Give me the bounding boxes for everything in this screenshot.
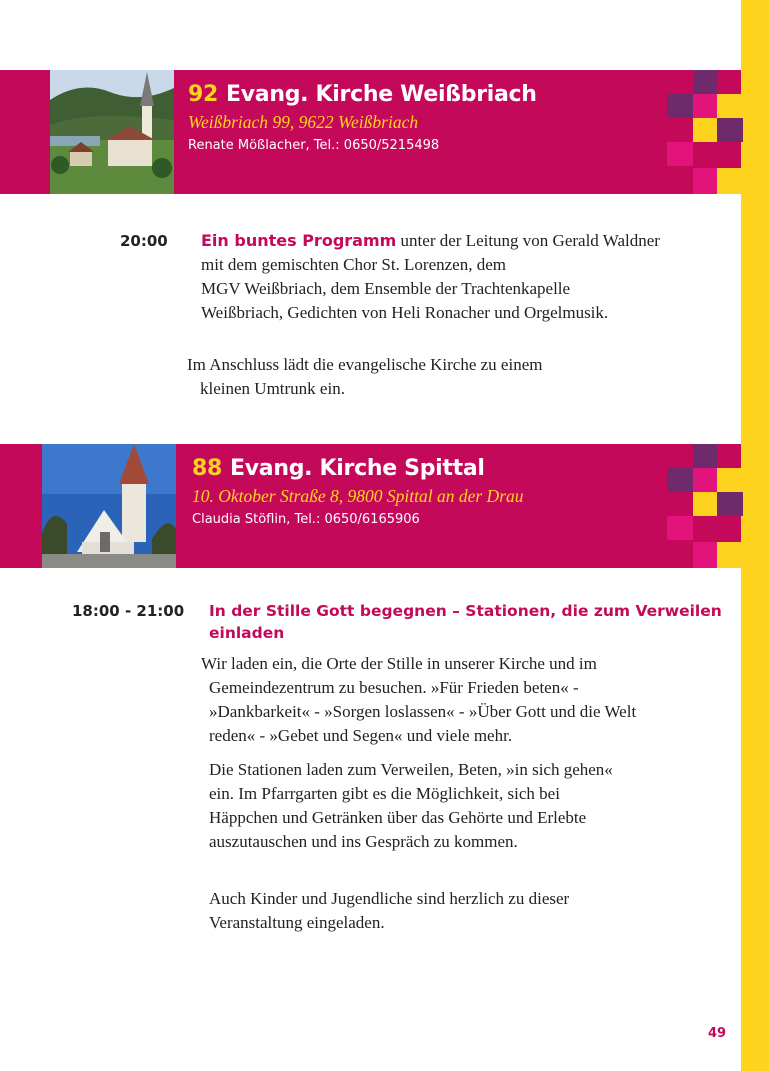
event-title bbox=[188, 82, 537, 107]
program-highlight: Ein buntes Programm bbox=[201, 231, 397, 250]
event-paragraph-3: Auch Kinder und Jugendliche sind herzlich zu dieser Veranstaltung eingeladen. bbox=[209, 889, 570, 932]
event-paragraph-2: Die Stationen laden zum Verweilen, Beten, »in sich gehen« ein. Im Pfarrgarten gibt es die Möglichkeit, sich bei Häppchen und Getränken über das Gehörte und Erlebte auszutauschen und ins Gespräch zu kommen. bbox=[209, 760, 613, 851]
event-note: Im Anschluss lädt die evangelische Kirche zu einem kleinen Umtrunk ein. bbox=[187, 355, 543, 398]
decorative-squares-pattern bbox=[667, 70, 743, 194]
decorative-squares-pattern bbox=[667, 444, 743, 568]
event-description: Ein buntes Programm unter der Leitung von Gerald Waldner mit dem gemischten Chor St. Lorenzen, dem MGV Weißbriach, dem Ensemble der Trachtenkapelle Weißbriach, Gedichten von Heli Ronacher und Orgelmusik. bbox=[201, 231, 660, 322]
event-time: 20:00 bbox=[120, 232, 168, 250]
event-number: 92 bbox=[188, 82, 219, 107]
event-banner-spittal bbox=[0, 444, 741, 568]
event-paragraph-1: Wir laden ein, die Orte der Stille in unserer Kirche und im Gemeindezentrum zu besuchen. »Für Frieden beten« - »Dankbarkeit« - »Sorgen loslassen« - »Über Gott und die Welt reden« - »Gebet und Segen« und viele mehr. bbox=[201, 654, 637, 745]
page-number: 49 bbox=[708, 1026, 727, 1041]
event-heading: In der Stille Gott begegnen – Stationen, die zum Verweilen einladen bbox=[209, 602, 722, 642]
event-contact: Renate Mößlacher, Tel.: 0650/5215498 bbox=[188, 138, 440, 153]
event-name: Evang. Kirche Weißbriach bbox=[226, 82, 537, 107]
event-number: 88 bbox=[192, 456, 223, 481]
event-address: Weißbriach 99, 9622 Weißbriach bbox=[188, 112, 419, 132]
event-time: 18:00 - 21:00 bbox=[72, 602, 185, 620]
church-photo-spittal bbox=[42, 444, 176, 568]
event-contact: Claudia Stöflin, Tel.: 0650/6165906 bbox=[192, 512, 420, 527]
event-title bbox=[192, 456, 485, 481]
event-banner-weissbriach bbox=[0, 70, 741, 194]
church-photo-weissbriach bbox=[50, 70, 174, 194]
event-address: 10. Oktober Straße 8, 9800 Spittal an der Drau bbox=[192, 486, 524, 506]
yellow-side-bar bbox=[741, 0, 769, 1071]
event-name: Evang. Kirche Spittal bbox=[230, 456, 485, 481]
